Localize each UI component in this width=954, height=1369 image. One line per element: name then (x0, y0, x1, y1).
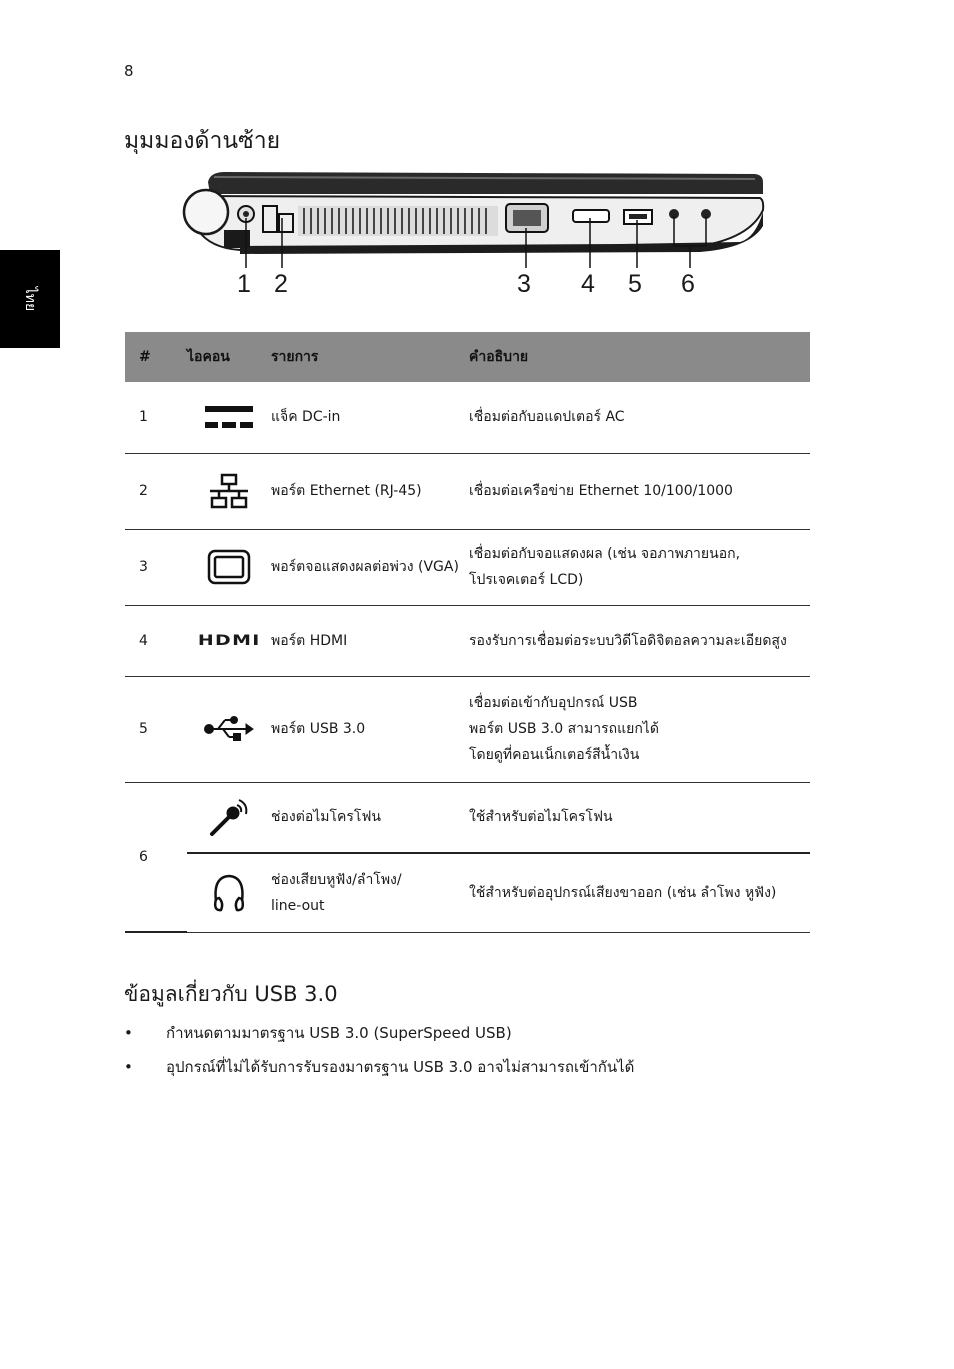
headphones-icon (211, 873, 247, 913)
page-number: 8 (124, 62, 134, 80)
row-item: แจ็ค DC-in (271, 382, 469, 453)
row-number: 5 (125, 676, 187, 782)
row-item: ช่องต่อไมโครโฟน (271, 782, 469, 853)
row-item: พอร์ตจอแสดงผลต่อพ่วง (VGA) (271, 529, 469, 605)
row-number: 6 (125, 782, 187, 932)
usb-icon (204, 716, 254, 742)
row-item: พอร์ต USB 3.0 (271, 676, 469, 782)
item-line: line-out (271, 897, 325, 914)
ethernet-icon (208, 473, 250, 509)
language-tab-label: ไทย (22, 286, 38, 312)
row-number: 3 (125, 529, 187, 605)
microphone-icon (208, 796, 250, 838)
table-header-row (125, 332, 810, 382)
callout-2: 2 (274, 270, 288, 298)
section-title: มุมมองด้านซ้าย (124, 128, 281, 154)
table-row (125, 453, 810, 529)
row-number: 2 (125, 453, 187, 529)
row-description: เชื่อมต่อกับอแดปเตอร์ AC (469, 382, 810, 453)
row-item: พอร์ต Ethernet (RJ-45) (271, 453, 469, 529)
table-row (125, 529, 810, 605)
table-row (125, 382, 810, 453)
list-item: • อุปกรณ์ที่ไม่ได้รับการรับรองมาตรฐาน USB 3.0 อาจไม่สามารถเข้ากันได้ (124, 1054, 634, 1088)
row-number: 1 (125, 382, 187, 453)
item-line: ช่องเสียบหูฟัง/ลำโพง/ (271, 871, 402, 888)
callout-5: 5 (628, 270, 642, 298)
language-tab (0, 250, 60, 348)
callout-1: 1 (237, 270, 251, 298)
description-line: เชื่อมต่อเข้ากับอุปกรณ์ USB (469, 695, 638, 711)
row-description: เชื่อมต่อเครือข่าย Ethernet 10/100/1000 (469, 453, 810, 529)
description-line: พอร์ต USB 3.0 สามารถแยกได้ (469, 721, 659, 737)
ports-table (125, 332, 810, 933)
callout-6: 6 (681, 270, 695, 298)
table-row (125, 782, 810, 853)
laptop-left-side-illustration (180, 168, 765, 258)
hdmi-icon: HDMI (197, 632, 261, 649)
row-item (271, 853, 469, 932)
table-row (125, 676, 810, 782)
callout-4: 4 (581, 270, 595, 298)
dc-in-icon (205, 404, 253, 430)
header-item: รายการ (271, 332, 469, 382)
header-icon: ไอคอน (187, 332, 271, 382)
row-item: พอร์ต HDMI (271, 605, 469, 676)
row-description: รองรับการเชื่อมต่อระบบวิดีโอดิจิตอลความละเอียดสูง (469, 605, 810, 676)
table-row (125, 605, 810, 676)
callout-3: 3 (517, 270, 531, 298)
row-description: ใช้สำหรับต่อไมโครโฟน (469, 782, 810, 853)
row-description (469, 676, 810, 782)
vga-icon (207, 549, 251, 585)
header-number: # (125, 332, 187, 382)
row-number: 4 (125, 605, 187, 676)
description-line: โดยดูที่คอนเน็กเตอร์สีน้ำเงิน (469, 747, 640, 763)
row-description: ใช้สำหรับต่ออุปกรณ์เสียงขาออก (เช่น ลำโพง หูฟัง) (469, 853, 810, 932)
usb-section-title: ข้อมูลเกี่ยวกับ USB 3.0 (124, 982, 338, 1006)
list-item: • กำหนดตามมาตรฐาน USB 3.0 (SuperSpeed USB) (124, 1020, 634, 1054)
row-description: เชื่อมต่อกับจอแสดงผล (เช่น จอภาพภายนอก, โปรเจคเตอร์ LCD) (469, 529, 810, 605)
table-row (125, 853, 810, 932)
usb-bullet-list (124, 1020, 634, 1088)
header-description: คำอธิบาย (469, 332, 810, 382)
